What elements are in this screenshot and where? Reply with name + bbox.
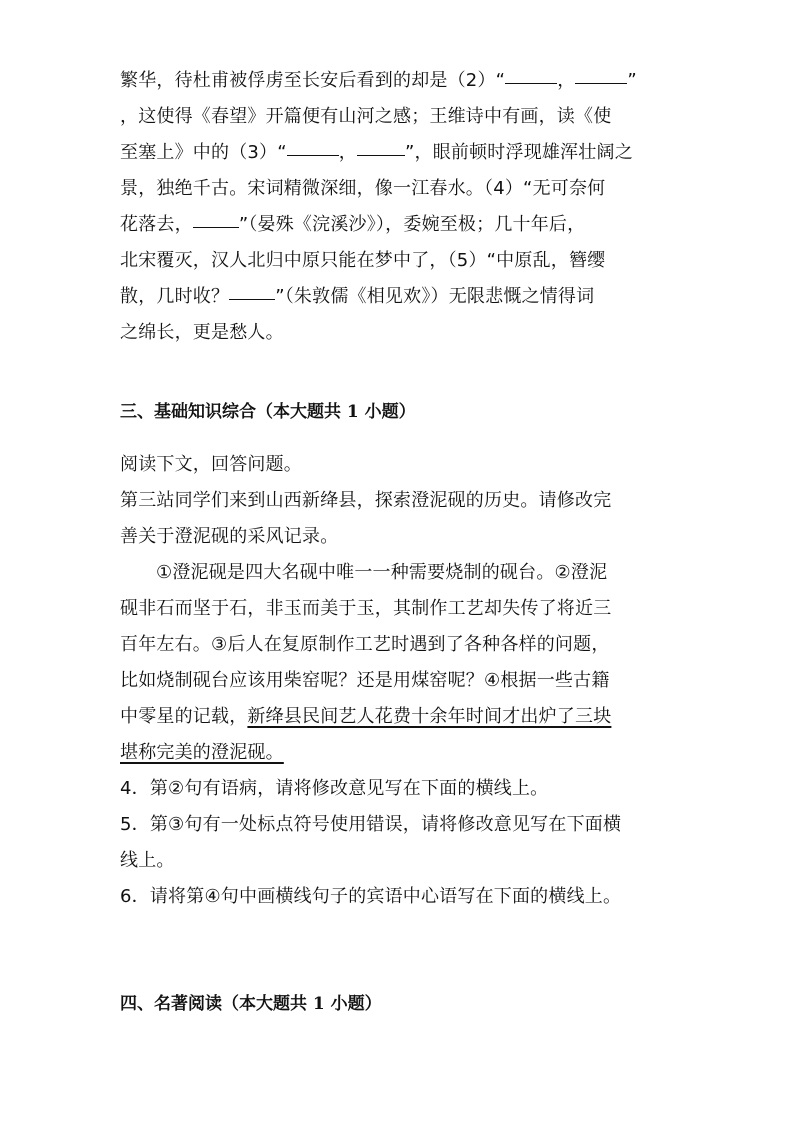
text-segment: ”: [627, 70, 637, 91]
answer-blank[interactable]: [357, 137, 405, 156]
intro-line-1: 第三站同学们来到山西新绛县，探索澄泥砚的历史。请修改完: [120, 490, 612, 511]
paragraph-line-5: [120, 207, 668, 243]
record-line-3: 百年左右。③后人在复原制作工艺时遇到了各种各样的问题，: [120, 634, 610, 655]
paragraph-line-7: [120, 279, 668, 315]
paragraph-line-1: [120, 63, 668, 99]
question-5-line-2: 线上。: [120, 850, 175, 871]
text-segment: 散，几时收？: [120, 286, 230, 307]
record-line-6: [120, 735, 680, 771]
poetry-fill-in-paragraph: [120, 63, 668, 351]
question-4: 4．第②句有语病，请将修改意见写在下面的横线上。: [120, 778, 549, 799]
text-segment: ”（朱敦儒《相见欢》）无限悲慨之情得词: [275, 286, 595, 307]
paragraph-line-4: 景，独绝千古。宋词精微深细，像一江春水。（4）“无可奈何: [120, 178, 606, 199]
paragraph-line-2: ，这使得《春望》开篇便有山河之感；王维诗中有画，读《使: [120, 106, 612, 127]
question-5-line-1: 5．第③句有一处标点符号使用错误，请将修改意见写在下面横: [120, 814, 622, 835]
text-segment: ”，眼前顿时浮现雄浑壮阔之: [404, 142, 633, 163]
answer-blank[interactable]: [229, 281, 275, 300]
text-segment: 繁华，待杜甫被俘虏至长安后看到的却是（2）“: [120, 70, 506, 91]
paragraph-line-8: 之绵长，更是愁人。: [120, 322, 284, 343]
paragraph-line-6: 北宋覆灭，汉人北归中原只能在梦中了，（5）“中原乱，簪缨: [120, 250, 606, 271]
text-segment: 中零星的记载，: [120, 706, 248, 727]
question-6: 6．请将第④句中画横线句子的宾语中心语写在下面的横线上。: [120, 886, 622, 907]
instruction-line: 阅读下文，回答问题。: [120, 454, 302, 475]
underlined-sentence: 新绛县民间艺人花费十余年时间才出炉了三块: [247, 706, 612, 727]
text-segment: 花落去，: [120, 214, 193, 235]
text-segment: ，: [557, 70, 576, 91]
text-segment: 至塞上》中的（3）“: [120, 142, 287, 163]
answer-blank[interactable]: [193, 209, 239, 228]
answer-blank[interactable]: [287, 137, 339, 156]
answer-blank[interactable]: [575, 65, 627, 84]
record-line-5: [120, 699, 680, 735]
record-line-2: 砚非石而坚于石，非玉而美于玉，其制作工艺却失传了将近三: [120, 598, 612, 619]
section-3-heading: 三、基础知识综合（本大题共 1 小题）: [120, 402, 416, 422]
text-segment: ”（晏殊《浣溪沙》），委婉至极；几十年后，: [238, 214, 586, 235]
underlined-sentence: 堪称完美的澄泥砚。: [120, 742, 284, 763]
record-line-1: ①澄泥砚是四大名砚中唯一一种需要烧制的砚台。②澄泥: [156, 562, 608, 583]
text-segment: ，: [338, 142, 357, 163]
section-4-heading: 四、名著阅读（本大题共 1 小题）: [120, 994, 382, 1014]
record-line-4: 比如烧制砚台应该用柴窑呢？还是用煤窑呢？④根据一些古籍: [120, 670, 610, 691]
section-3-body: [120, 447, 680, 915]
paragraph-line-3: [120, 135, 668, 171]
answer-blank[interactable]: [505, 65, 557, 84]
intro-line-2: 善关于澄泥砚的采风记录。: [120, 526, 339, 547]
